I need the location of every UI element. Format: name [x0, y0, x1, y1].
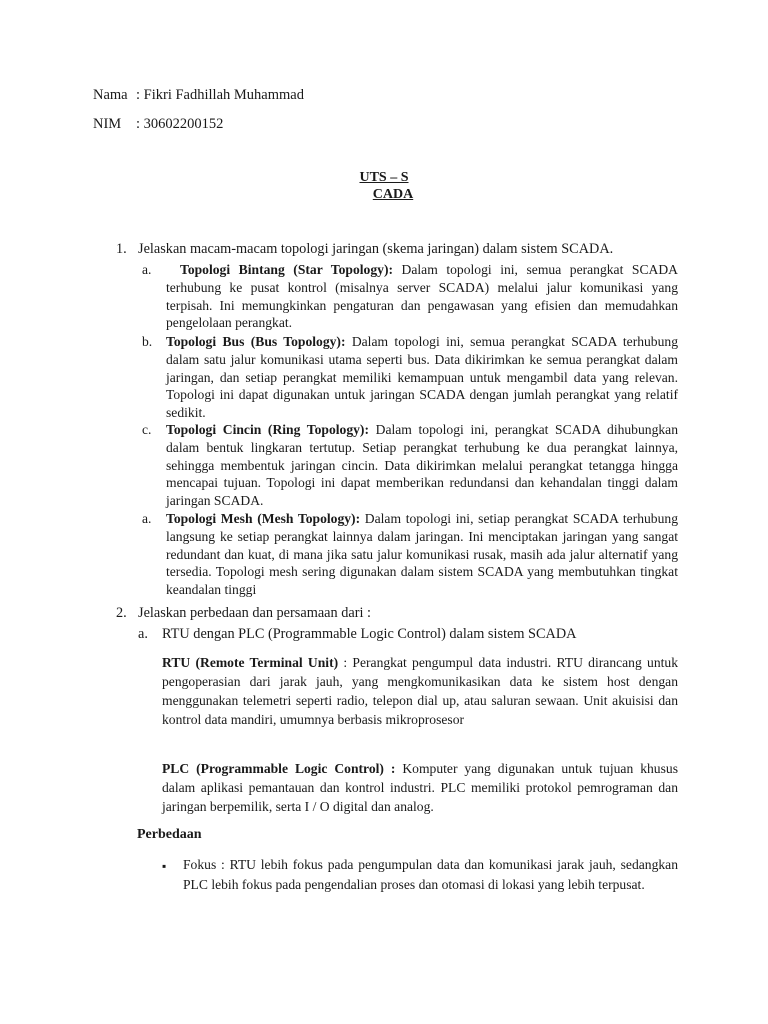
perbedaan-fokus: Fokus : RTU lebih fokus pada pengumpulan data dan komunikasi jarak jauh, sedangkan PLC lebih fokus pada pengendalian proses dan otomasi di lokasi yang lebih terpusat.: [183, 857, 678, 892]
q2-sub-text: RTU dengan PLC (Programmable Logic Control) dalam sistem SCADA: [162, 626, 577, 642]
q1-number: 1.: [116, 241, 127, 257]
perbedaan-heading: Perbedaan: [137, 827, 202, 842]
bullet-icon: ▪: [162, 859, 167, 873]
doc-title-line2: CADA: [372, 187, 414, 202]
q2-text: Jelaskan perbedaan dan persamaan dari :: [138, 605, 372, 621]
q1-item-marker: c.: [142, 422, 152, 437]
name-label: Nama: [93, 87, 128, 103]
q2-sub-marker: a.: [138, 626, 148, 642]
q1-item-marker: a.: [142, 262, 152, 277]
q1-item-star: Topologi Bintang (Star Topology): Dalam topologi ini, semua perangkat SCADA terhubung ke pusat kontrol (misalnya server SCADA) melalui jalur komunikasi yang terpisah. Ini memungkinkan pengaturan dan pengawasan yang efisien dan memudahkan pengelolaan perangkat.: [166, 262, 678, 331]
doc-title-line1: UTS – S: [359, 170, 409, 185]
q1-item-ring: Topologi Cincin (Ring Topology): Dalam topologi ini, perangkat SCADA dihubungkan dalam bentuk lingkaran tertutup. Setiap perangkat terhubung ke dua perangkat lainnya, sehingga membentuk jaringan cincin. Data dikirimkan melalui perangkat tetangga hingga mencapai tujuan. Topologi ini dapat memberikan redundansi dan kehandalan tinggi dalam jaringan SCADA.: [166, 422, 679, 509]
rtu-definition: RTU (Remote Terminal Unit) : Perangkat pengumpul data industri. RTU dirancang untuk pengoperasian dari jarak jauh, yang mengkomunikasikan data ke sistem host dengan menggunakan telemetri seperti radio, telepon dial up, atau saluran sewaan. Unit akuisisi dan kontrol data mandiri, umumnya berbasis mikroprosesor: [162, 655, 678, 727]
q1-text: Jelaskan macam-macam topologi jaringan (skema jaringan) dalam sistem SCADA.: [138, 241, 614, 257]
header-nim: [93, 115, 223, 133]
name-value: : Fikri Fadhillah Muhammad: [136, 87, 304, 103]
q1-item-marker: b.: [142, 334, 153, 349]
q1-item-mesh: Topologi Mesh (Mesh Topology): Dalam topologi ini, setiap perangkat SCADA terhubung langsung ke setiap perangkat lainnya dalam jaringan. Ini menciptakan jaringan yang sangat redundant dan kuat, di mana jika satu jalur komunikasi rusak, masih ada jalur alternatif yang tersedia. Topologi mesh sering digunakan dalam sistem SCADA yang membutuhkan tingkat keandalan tinggi: [166, 511, 678, 598]
nim-label: NIM: [93, 116, 122, 132]
nim-value: : 30602200152: [136, 116, 224, 132]
q2-number: 2.: [116, 605, 127, 621]
header-name: [93, 86, 304, 104]
plc-definition: PLC (Programmable Logic Control) : Komputer yang digunakan untuk tujuan khusus dalam aplikasi pemantauan dan kontrol industri. PLC memiliki protokol pemrograman dan jaringan berpemilik, serta I / O digital dan analog.: [162, 761, 678, 814]
q1-item-bus: Topologi Bus (Bus Topology): Dalam topologi ini, semua perangkat SCADA terhubung dalam satu jalur komunikasi utama seperti bus. Data dikirimkan ke semua perangkat dalam jaringan, dan setiap perangkat memiliki kemampuan untuk mengambil data yang relevan. Topologi ini dapat digunakan untuk jaringan SCADA dengan jumlah perangkat yang relatif sedikit.: [166, 334, 678, 421]
q1-item-marker: a.: [142, 511, 152, 526]
